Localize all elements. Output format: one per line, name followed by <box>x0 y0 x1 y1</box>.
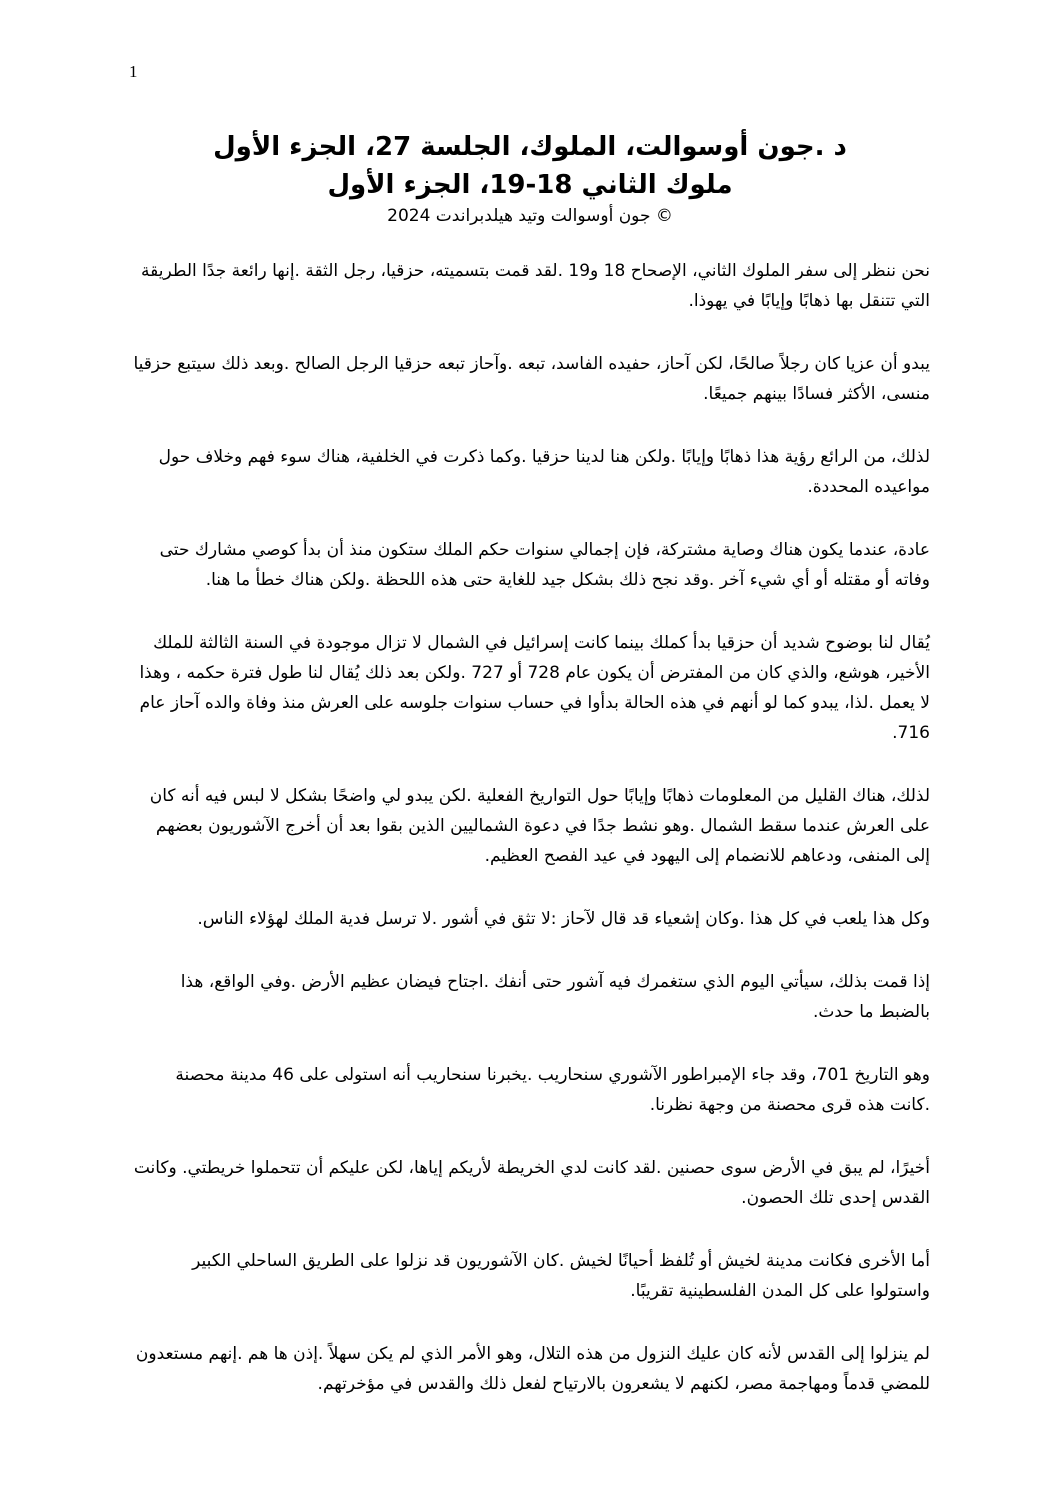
document-title: د .جون أوسوالت، الملوك، الجلسة 27، الجزء الأول <box>213 132 847 162</box>
paragraph: وكل هذا يلعب في كل هذا .وكان إشعياء قد قال لآحاز :لا تثق في أشور .لا ترسل فدية الملك لهؤلاء الناس. <box>197 909 930 929</box>
paragraph: إذا قمت بذلك، سيأتي اليوم الذي ستغمرك فيه آشور حتى أنفك .اجتاح فيضان عظيم الأرض .وفي الواقع، هذا بالضبط ما حدث. <box>180 972 930 1022</box>
paragraph: يبدو أن عزيا كان رجلاً صالحًا، لكن آحاز، حفيده الفاسد، تبعه .وآحاز تبعه حزقيا الرجل الصالح .وبعد ذلك سيتبع حزقيا منسى، الأكثر فسادًا بينهم جميعًا. <box>133 354 930 404</box>
paragraph: لذلك، هناك القليل من المعلومات ذهابًا وإيابًا حول التواريخ الفعلية .لكن يبدو لي واضحًا بشكل لا لبس فيه أنه كان على العرش عندما سقط الشمال .وهو نشط جدًا في دعوة الشماليين الذين بقوا بعد أن أخرج الآشوريون بعضهم إلى المنفى، ودعاهم للانضمام إلى اليهود في عيد الفصح العظيم. <box>149 786 930 866</box>
document-body <box>130 128 930 1432</box>
paragraph: لذلك، من الرائع رؤية هذا ذهابًا وإيابًا .ولكن هنا لدينا حزقيا .وكما ذكرت في الخلفية، هناك سوء فهم وخلاف حول مواعيده المحددة. <box>158 447 930 497</box>
paragraph: نحن ننظر إلى سفر الملوك الثاني، الإصحاح 18 و19 .لقد قمت بتسميته، حزقيا، رجل الثقة .إنها رائعة جدًا الطريقة التي تتنقل بها ذهابًا وإيابًا في يهوذا. <box>141 261 930 311</box>
paragraph: عادة، عندما يكون هناك وصاية مشتركة، فإن إجمالي سنوات حكم الملك ستكون منذ أن بدأ كوصي مشارك حتى وفاته أو مقتله أو أي شيء آخر .وقد نجح ذلك بشكل جيد للغاية حتى هذه اللحظة .ولكن هناك خطأ ما هنا. <box>159 540 930 590</box>
document-header <box>130 128 930 228</box>
copyright-line: © جون أوسوالت وتيد هيلدبراندت 2024 <box>387 206 673 226</box>
paragraph: أما الأخرى فكانت مدينة لخيش أو تُلفظ أحيانًا لخيش .كان الآشوريون قد نزلوا على الطريق الساحلي الكبير واستولوا على كل المدن الفلسطينية تقريبًا. <box>192 1251 930 1301</box>
paragraph: يُقال لنا بوضوح شديد أن حزقيا بدأ كملك بينما كانت إسرائيل في الشمال لا تزال موجودة في السنة الثالثة للملك الأخير، هوشع، والذي كان من المفترض أن يكون عام 728 أو 727 .ولكن بعد ذلك يُقال لنا طول فترة حكمه ، وهذا لا يعمل .لذا، يبدو كما لو أنهم في هذه الحالة بدأوا في حساب سنوات جلوسه على العرش منذ وفاة والده آحاز عام 716. <box>139 633 930 743</box>
page-number: 1 <box>129 62 138 81</box>
paragraph: لم ينزلوا إلى القدس لأنه كان عليك النزول من هذه التلال، وهو الأمر الذي لم يكن سهلاً .إذن ها هم .إنهم مستعدون للمضي قدماً ومهاجمة مصر، لكنهم لا يشعرون بالارتياح لفعل ذلك والقدس في مؤخرتهم. <box>135 1344 930 1394</box>
paragraph: وهو التاريخ 701، وقد جاء الإمبراطور الآشوري سنحاريب .يخبرنا سنحاريب أنه استولى على 46 مدينة محصنة .كانت هذه قرى محصنة من وجهة نظرنا. <box>175 1065 930 1115</box>
paragraph: أخيرًا، لم يبق في الأرض سوى حصنين .لقد كانت لدي الخريطة لأريكم إياها، لكن عليكم أن تتحملوا خريطتي. وكانت القدس إحدى تلك الحصون. <box>133 1158 930 1208</box>
document-subtitle: ملوك الثاني 18-19، الجزء الأول <box>327 170 733 200</box>
